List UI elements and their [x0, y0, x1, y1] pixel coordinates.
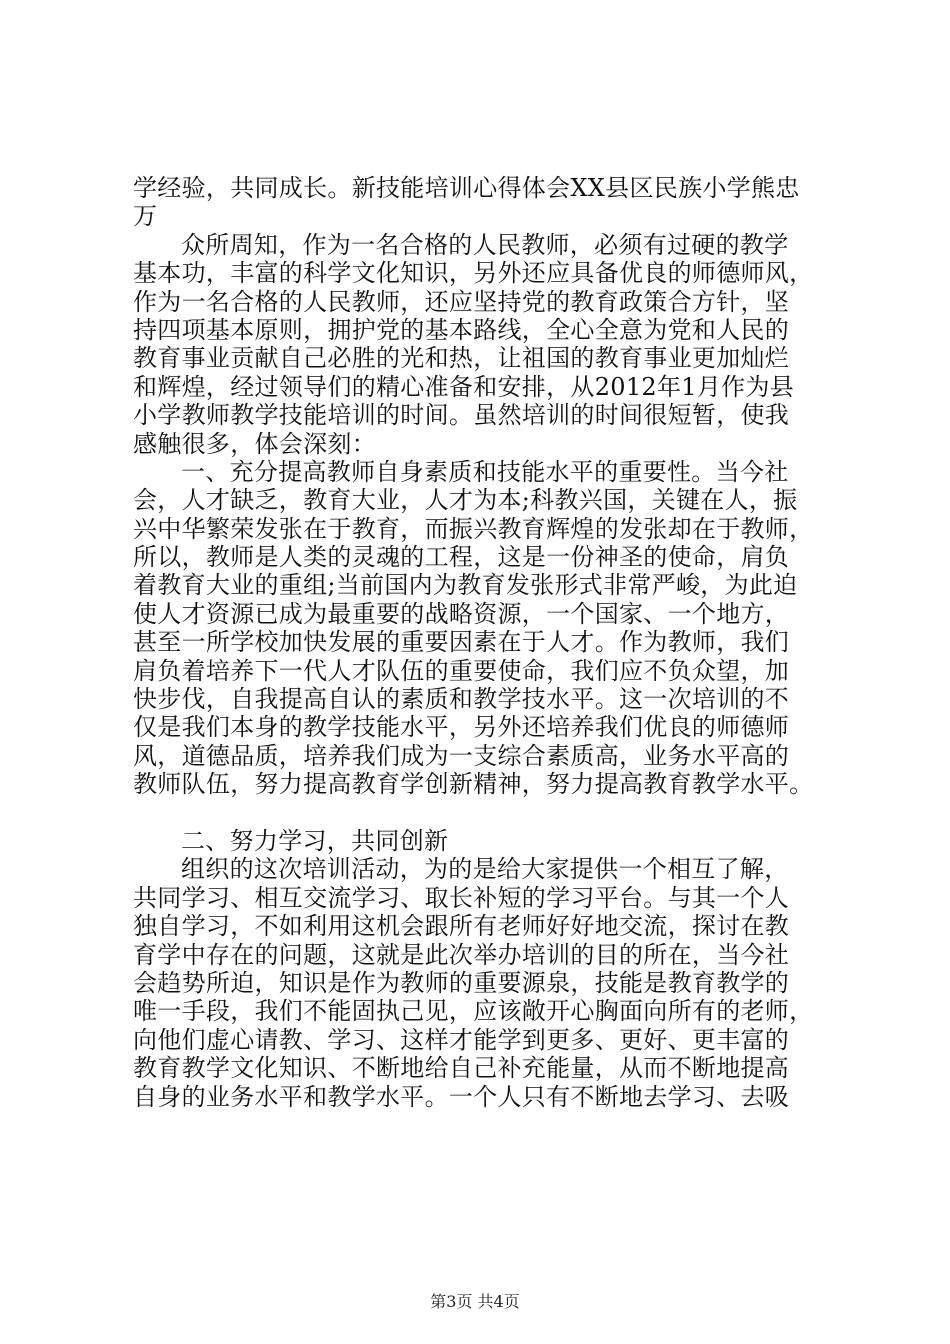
text-line: 持四项基本原则，拥护党的基本路线，全心全意为党和人民的: [133, 315, 790, 344]
text-line: 唯一手段，我们不能固执己见，应该敞开心胸面向所有的老师，: [133, 997, 814, 1026]
text-line: 小学教师教学技能培训的时间。虽然培训的时间很短暂，使我: [133, 401, 790, 430]
text-line: 肩负着培养下一代人才队伍的重要使命，我们应不负众望，加: [133, 656, 790, 685]
text-line: 独自学习，不如利用这机会跟所有老师好好地交流，探讨在教: [133, 912, 790, 941]
section-heading-2: 二、努力学习，共同创新: [181, 826, 449, 855]
text-line: 教育教学文化知识、不断地给自己补充能量，从而不断地提高: [133, 1054, 790, 1083]
text-line: 育学中存在的问题，这就是此次举办培训的目的所在，当今社: [133, 940, 790, 969]
text-line: 会趋势所迫，知识是作为教师的重要源泉，技能是教育教学的: [133, 968, 790, 997]
text-line: 教育事业贡献自己必胜的光和热，让祖国的教育事业更加灿烂: [133, 344, 790, 373]
text-line: 使人才资源已成为最重要的战略资源，一个国家、一个地方，: [133, 599, 790, 628]
text-line: 向他们虚心请教、学习、这样才能学到更多、更好、更丰富的: [133, 1025, 790, 1054]
text-line: 教师队伍，努力提高教育学创新精神，努力提高教育教学水平。: [133, 770, 814, 799]
text-line: 基本功，丰富的科学文化知识，另外还应具备优良的师德师风，: [133, 259, 814, 288]
text-line: 共同学习、相互交流学习、取长补短的学习平台。与其一个人: [133, 883, 790, 912]
text-line: 快步伐，自我提高自认的素质和教学技水平。这一次培训的不: [133, 685, 790, 714]
text-line: 自身的业务水平和教学水平。一个人只有不断地去学习、去吸: [133, 1082, 790, 1111]
text-line: 学经验，共同成长。新技能培训心得体会XX县区民族小学熊忠: [133, 174, 800, 202]
paragraph-start-line: 组织的这次培训活动，为的是给大家提供一个相互了解，: [181, 855, 789, 884]
text-line: 风，道德品质，培养我们成为一支综合素质高，业务水平高的: [133, 741, 790, 770]
text-line: 感触很多，体会深刻：: [133, 429, 376, 458]
text-line: 作为一名合格的人民教师，还应坚持党的教育政策合方针，坚: [133, 287, 790, 316]
paragraph-start-line: 众所周知，作为一名合格的人民教师，必须有过硬的教学: [181, 230, 789, 259]
text-line: 着教育大业的重组;当前国内为教育发张形式非常严峻，为此迫: [133, 571, 798, 600]
section-heading-1: 一、充分提高教师自身素质和技能水平的重要性。当今社: [181, 457, 789, 486]
text-line: 仅是我们本身的教学技能水平，另外还培养我们优良的师德师: [133, 713, 790, 742]
page-footer: [0, 1292, 950, 1312]
text-line: 会，人才缺乏，教育大业，人才为本;科教兴国，关键在人，振: [133, 486, 798, 515]
text-line: 所以，教师是人类的灵魂的工程，这是一份神圣的使命，肩负: [133, 543, 790, 572]
text-line: 和辉煌，经过领导们的精心准备和安排，从2012年1月作为县: [133, 372, 795, 401]
text-line: 万: [133, 202, 158, 231]
document-body: [133, 174, 833, 1111]
text-line: 兴中华繁荣发张在于教育，而振兴教育辉煌的发张却在于教师，: [133, 514, 814, 543]
text-line: 甚至一所学校加快发展的重要因素在于人才。作为教师，我们: [133, 628, 790, 657]
paragraph-gap: [133, 799, 833, 827]
page-number: 第3页 共4页: [430, 1292, 520, 1311]
